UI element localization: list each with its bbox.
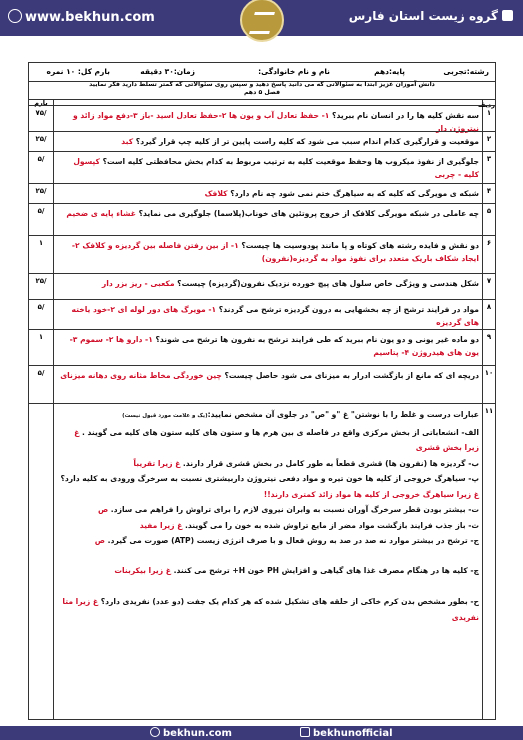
statement-text: ب- گردیزه ها (نفرون ها) قشری قطعاً به طور کامل در بخش قشری قرار دارند. xyxy=(180,458,479,468)
question-number: ۵ xyxy=(486,207,492,215)
statement-text: الف- انشعاباتی از بخش مرکزی واقع در فاصله ی بین هرم ها و ستون های کلیه ستون های کلیه می گویند . xyxy=(79,427,479,437)
question-text xyxy=(59,239,479,265)
time-label: زمان:۳۰ دقیقه xyxy=(140,67,195,76)
row-divider xyxy=(29,105,495,106)
row-divider xyxy=(29,299,495,300)
answer-text: ص xyxy=(97,505,109,514)
true-false-item xyxy=(59,563,479,579)
row-divider xyxy=(29,183,495,184)
brand-logo xyxy=(240,0,284,42)
question-prompt: موقعیت و قرارگیری کدام اندام سبب می شود که کلیه راست پایین تر از کلیه چپ قرار گیرد؟ xyxy=(133,137,479,146)
true-false-item xyxy=(59,594,479,625)
question-mark: ۷۵/ xyxy=(35,109,47,117)
question-text xyxy=(59,303,479,329)
intro-text: عبارات درست و غلط را با نوشتن" غ "و "ص" در جلوی آن مشخص نمایید: xyxy=(207,410,479,419)
question-mark: ۵/ xyxy=(37,369,45,377)
question-number: ۷ xyxy=(486,277,492,285)
true-false-item xyxy=(59,456,479,472)
statement-text: پ- سیاهرگ خروجی از کلیه ها خون تیره و مواد دفعی نیتروژن داربیشتری نسبت به سرخرگ ورودی به کلیه دارد؟ xyxy=(60,474,479,483)
answer-text: غ زیرا متا نفریدی xyxy=(62,597,479,622)
answer-text: ۱- حفظ تعادل آب و یون ها ۲-حفظ تعادل اسید -باز ۳-دفع مواد زائد و نیتروژن دار xyxy=(72,111,479,133)
mark-column-divider xyxy=(53,99,54,719)
true-false-question xyxy=(59,407,479,625)
question-prompt: دو ماده غیر یونی و دو یون نام ببرید که طی فرایند ترشح به نفرون ها ترشح می شوند؟ xyxy=(152,335,479,344)
statement-text: چ- کلیه ها در هنگام مصرف غذا های گیاهی و افزایش PH خون H+ ترشح می کنند. xyxy=(170,565,479,575)
row-divider xyxy=(29,203,495,204)
answer-text: غ زیرا بخش قشری xyxy=(74,427,479,452)
statement-text: ح- بطور مشخص بدن کرم خاکی از حلقه های تشکیل شده که هر کدام یک جفت (دو عدد) نفریدی دارد؟ xyxy=(98,597,479,606)
answer-text: کپسول کلیه - چربی xyxy=(73,157,479,179)
question-mark: ۱ xyxy=(38,333,44,341)
question-mark: ۲۵/ xyxy=(35,277,47,285)
row-divider xyxy=(29,235,495,236)
exam-header xyxy=(29,63,495,82)
exam-sheet xyxy=(28,62,496,720)
home-icon xyxy=(502,10,513,21)
true-false-item xyxy=(59,425,479,456)
question-number: ۱ xyxy=(486,109,492,117)
name-label: نام و نام خانوادگی: xyxy=(258,67,330,76)
question-text xyxy=(59,135,479,148)
answer-text: کلافک xyxy=(204,189,228,198)
question-mark: ۵/ xyxy=(37,303,45,311)
site-url[interactable]: www.bekhun.com xyxy=(8,9,155,25)
statement-text: ت- بیشتر بودن قطر سرخرگ آوران نسبت به وابران نیروی لازم را برای تراوش را فراهم می سازد. xyxy=(108,505,479,514)
question-prompt: دو نقش و فایده رشته های کوتاه و پا مانند پودوسیت ها چیست؟ xyxy=(238,241,479,250)
question-prompt: مواد در فرایند ترشح از چه بخشهایی به درون گردیزه ترشح می گردند؟ xyxy=(216,305,479,314)
question-text xyxy=(59,333,479,359)
mark-column-header: بارم xyxy=(34,99,48,107)
question-mark: ۲۵/ xyxy=(35,135,47,143)
instructions: دانش آموزان عزیز ابتدا به سئوالاتی که می دانید پاسخ دهید و سپس روی سئوالاتی که کمتر تسلط دارید فکر نمایید فصل ۵ دهم xyxy=(29,81,495,100)
question-number: ۹ xyxy=(486,333,492,341)
answer-text: غ زیرا بیکربنات xyxy=(114,565,171,575)
question-number: ۳ xyxy=(486,155,492,163)
true-false-item xyxy=(59,518,479,534)
question-prompt: چه عاملی در شبکه مویرگی کلافک از خروج پروتئین های خوناب(پلاسما) جلوگیری می نماید؟ xyxy=(135,209,479,218)
question-number: ۸ xyxy=(486,303,492,311)
globe-icon xyxy=(150,727,160,737)
question-text xyxy=(59,277,479,290)
question-number: ۴ xyxy=(486,187,492,195)
question-text xyxy=(59,155,479,181)
row-column-header: ردیف xyxy=(477,101,495,109)
row-divider xyxy=(29,151,495,152)
question-number: ۱۱ xyxy=(484,407,494,415)
question-prompt: جلوگیری از نفوذ میکروب ها وحفظ موقعیت کلیه به ترتیب مربوط به کدام بخش محافظتی کلیه است؟ xyxy=(99,157,479,166)
intro-note: (یک و علامت مورد قبول نیست) xyxy=(122,413,208,419)
group-title: گروه زیست استان فارس xyxy=(349,9,513,23)
grade-label: پایه:دهم xyxy=(374,67,405,76)
question-text xyxy=(59,369,479,382)
question-mark: ۵/ xyxy=(37,155,45,163)
question-mark: ۱ xyxy=(38,239,44,247)
instagram-icon xyxy=(300,727,310,737)
question-prompt: سه نقش کلیه ها را در انسان نام ببرید؟ xyxy=(329,111,479,120)
bottom-banner xyxy=(0,726,523,740)
answer-text: ۱- مویرگ های دور لوله ای ۲-خود یاخته های گردیزه xyxy=(71,305,479,327)
question-mark: ۵/ xyxy=(37,207,45,215)
true-false-intro xyxy=(59,407,479,425)
question-number: ۶ xyxy=(486,239,492,247)
answer-text: کبد xyxy=(121,137,134,146)
question-number: ۱۰ xyxy=(484,369,494,377)
question-text xyxy=(59,187,479,200)
true-false-item xyxy=(59,471,479,502)
bottom-social[interactable]: bekhunofficial xyxy=(300,727,393,739)
question-mark: ۲۵/ xyxy=(35,187,47,195)
row-divider xyxy=(29,329,495,330)
answer-text: غ زیرا مفید xyxy=(139,520,183,530)
question-prompt: دریچه ای که مانع از بازگشت ادرار به میزنای می شود حاصل چیست؟ xyxy=(221,371,479,380)
bottom-site[interactable]: bekhun.com xyxy=(150,727,232,739)
question-prompt: شکل هندسی و ویژگی خاص سلول های پیچ خورده نزدیک نفرون(گردیزه) چیست؟ xyxy=(174,279,479,288)
question-number: ۲ xyxy=(486,135,492,143)
question-prompt: شبکه ی مویرگی که کلیه که به سیاهرگ ختم نمی شود چه نام دارد؟ xyxy=(227,189,479,198)
true-false-item xyxy=(59,533,479,549)
field-label: رشته:تجربی xyxy=(443,67,489,76)
answer-text: چین خوردگی مخاط مثانه روی دهانه میزنای xyxy=(60,371,222,380)
statement-text: ث- باز جذب فرایند بازگشت مواد مضر از مایع تراوش شده به خون را می گویند. xyxy=(182,520,479,530)
answer-text: مکعبی - ریز بزر دار xyxy=(101,279,175,288)
row-divider xyxy=(29,273,495,274)
answer-text: غ زیرا سیاهرگ خروجی از کلیه ها مواد زائد کمتری دارند!! xyxy=(263,489,479,499)
answer-text: ۱- دارو ها ۲- سموم ۳- یون های هیدروژن ۴- پتاسیم xyxy=(69,335,479,357)
statement-text: ج- ترشح در بیشتر موارد نه صد در صد به روش فعال و با صرف انرژی زیست (ATP) صورت می گیرد. xyxy=(105,536,479,545)
true-false-item xyxy=(59,502,479,518)
answer-text: غشاء پایه ی ضخیم xyxy=(66,209,136,218)
question-text xyxy=(59,207,479,220)
answer-text: ۱- از بین رفتن فاصله بین گردیزه و کلافک ۲- ایجاد شکاف باریک متعدد برای نفوذ مواد به گردیزه(نفرون) xyxy=(71,241,479,263)
row-divider xyxy=(29,131,495,132)
row-divider xyxy=(29,403,495,404)
answer-text: غ زیرا تقریباً xyxy=(133,458,181,468)
answer-text: ص xyxy=(94,536,106,545)
score-label: بارم کل: ۱۰ نمره xyxy=(46,67,110,76)
globe-icon xyxy=(8,9,22,23)
row-divider xyxy=(29,365,495,366)
